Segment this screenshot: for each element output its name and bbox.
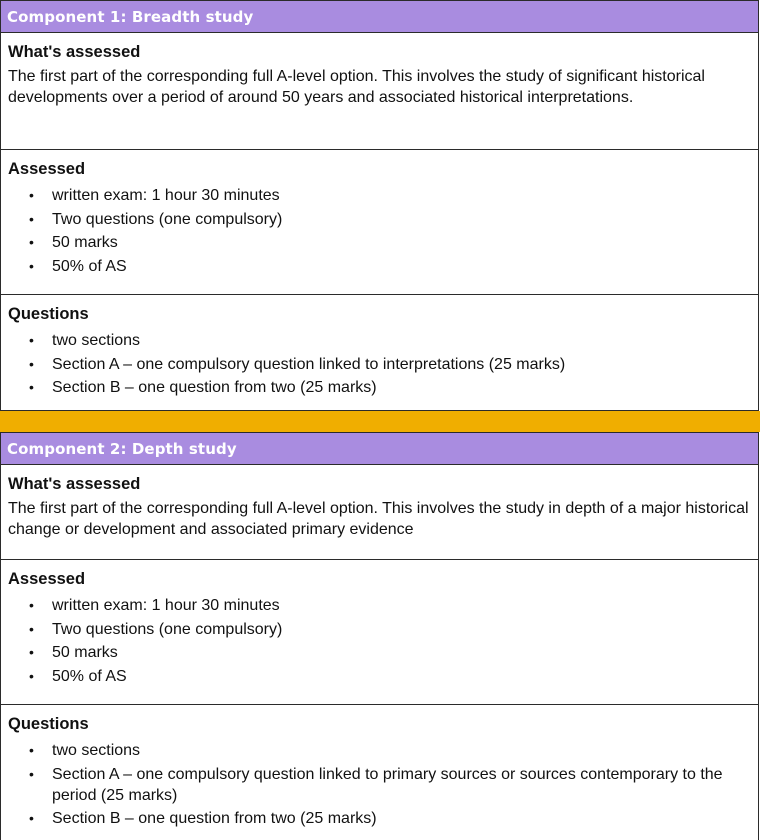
component-1-questions-section <box>1 295 758 411</box>
list-item: • two sections <box>29 742 141 759</box>
bullet-icon: • <box>29 667 34 684</box>
component-2-questions-section <box>1 705 758 840</box>
whats-assessed-heading: What's assessed <box>8 475 141 493</box>
list-item: • two sections <box>29 332 141 349</box>
component-2-assessed-section <box>1 560 758 705</box>
bullet-icon: • <box>29 332 34 348</box>
bullet-icon: • <box>29 379 34 395</box>
component-2-whats-assessed-section <box>1 465 758 560</box>
component-1-table <box>0 0 759 411</box>
whats-assessed-text: The first part of the corresponding full A-level option. This involves the study in depth of a major historical change or development and associated primary evidence <box>8 500 749 538</box>
list-item: • 50% of AS <box>29 257 127 275</box>
questions-list <box>8 740 750 829</box>
list-item: • written exam: 1 hour 30 minutes <box>29 597 280 614</box>
component-1-header: Component 1: Breadth study <box>1 1 758 33</box>
bullet-icon: • <box>29 597 34 613</box>
questions-heading: Questions <box>8 305 89 323</box>
bullet-icon: • <box>29 187 34 203</box>
bullet-icon: • <box>29 742 34 758</box>
list-item: • 50 marks <box>29 234 118 251</box>
assessed-heading: Assessed <box>8 160 86 178</box>
list-item: • Section A – one compulsory question linked to primary sources or sources contemporary to the period (25 marks) <box>29 765 723 804</box>
list-item: • Two questions (one compulsory) <box>29 620 283 638</box>
component-1-assessed-section <box>1 150 758 295</box>
component-2-header: Component 2: Depth study <box>1 433 758 465</box>
list-item: • Section A – one compulsory question linked to interpretations (25 marks) <box>29 355 566 373</box>
assessed-heading: Assessed <box>8 570 86 588</box>
questions-heading: Questions <box>8 715 89 733</box>
bullet-icon: • <box>29 810 34 826</box>
bullet-icon: • <box>29 765 34 782</box>
list-item: • Two questions (one compulsory) <box>29 210 283 228</box>
bullet-icon: • <box>29 210 34 227</box>
bullet-icon: • <box>29 644 34 660</box>
list-item: • written exam: 1 hour 30 minutes <box>29 187 280 204</box>
bullet-icon: • <box>29 234 34 250</box>
list-item: • 50 marks <box>29 644 118 661</box>
assessed-list <box>8 595 750 687</box>
list-item: • Section B – one question from two (25 marks) <box>29 379 377 396</box>
whats-assessed-text: The first part of the corresponding full A-level option. This involves the study of significant historical developments over a period of around 50 years and associated historical interpretations. <box>8 68 705 106</box>
assessed-list <box>8 185 750 277</box>
orange-separator-band <box>0 411 760 432</box>
component-2-table <box>0 432 759 840</box>
component-1-whats-assessed-section <box>1 33 758 150</box>
bullet-icon: • <box>29 355 34 372</box>
list-item: • 50% of AS <box>29 667 127 685</box>
bullet-icon: • <box>29 620 34 637</box>
bullet-icon: • <box>29 257 34 274</box>
whats-assessed-heading: What's assessed <box>8 43 141 61</box>
list-item: • Section B – one question from two (25 marks) <box>29 810 377 827</box>
questions-list <box>8 330 750 398</box>
